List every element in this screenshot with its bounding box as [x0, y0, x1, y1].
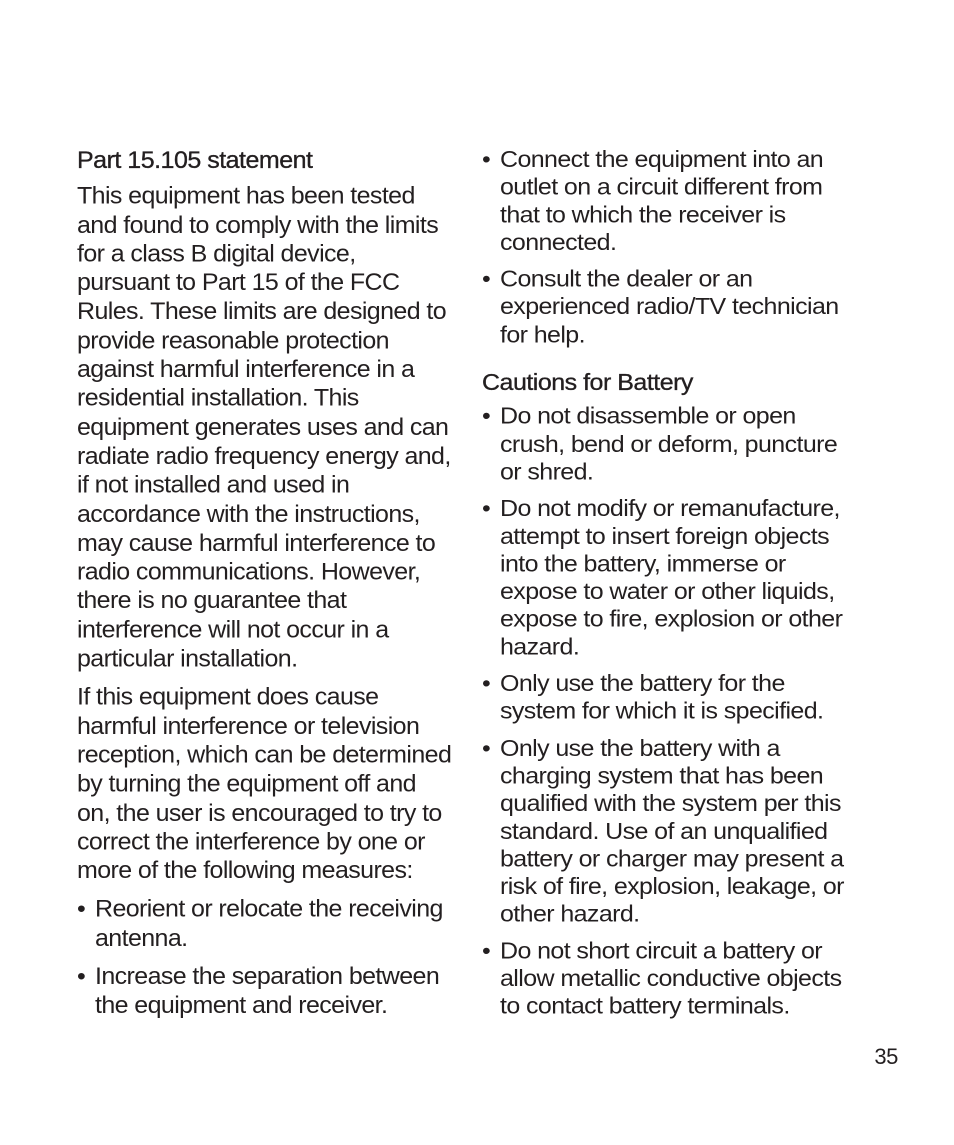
list-item [77, 895, 453, 953]
list-item-text: Connect the equipment into an outlet on a circuit different from that to which the receiver is connected. [500, 146, 824, 256]
bullet-icon: • [482, 403, 491, 430]
list-item-text: Do not modify or remanufacture, attempt to insert foreign objects into the battery, immerse or expose to water or other liquids, expose to fire, explosion or other hazard. [500, 495, 843, 660]
left-column [77, 146, 453, 1030]
interference-measures-list [77, 895, 453, 1020]
bullet-icon: • [482, 938, 491, 964]
page-number: 35 [874, 1044, 898, 1069]
bullet-icon: • [77, 963, 86, 990]
list-item [482, 735, 862, 929]
bullet-icon: • [77, 895, 86, 923]
bullet-icon: • [482, 495, 491, 522]
list-item-text: Reorient or relocate the receiving antenna. [95, 895, 443, 952]
list-item [482, 670, 862, 725]
bullet-icon: • [482, 146, 491, 173]
battery-cautions-list [482, 403, 862, 1021]
list-item [482, 146, 862, 257]
right-column [482, 146, 862, 1030]
list-item [482, 937, 862, 1020]
list-item-text: Do not disassemble or open crush, bend or deform, puncture or shred. [500, 403, 838, 485]
list-item-text: Only use the battery for the system for which it is specified. [500, 671, 824, 725]
bullet-icon: • [482, 671, 491, 697]
list-item-text: Only use the battery with a charging system that has been qualified with the system per this standard. Use of an unqualified battery or charger may present a risk of fire, explosion, leakage, or other hazard. [500, 735, 844, 928]
paragraph-interference-measures: If this equipment does cause harmful interference or television reception, which can be determined by turning the equipment off and on, the user is encouraged to try to correct the interference by one or more of the following measures: [77, 683, 452, 885]
list-item-text: Do not short circuit a battery or allow metallic conductive objects to contact battery terminals. [500, 938, 842, 1020]
list-item-text: Increase the separation between the equipment and receiver. [95, 963, 440, 1019]
list-item [482, 266, 862, 349]
bullet-icon: • [482, 266, 491, 293]
interference-measures-list-continued [482, 146, 862, 349]
list-item [482, 495, 862, 661]
list-item-text: Consult the dealer or an experienced radio/TV technician for help. [500, 266, 839, 348]
bullet-icon: • [482, 735, 491, 762]
section-heading-cautions-for-battery: Cautions for Battery [482, 369, 693, 396]
list-item [482, 403, 862, 486]
paragraph-fcc-compliance: This equipment has been tested and found to comply with the limits for a class B digital device, pursuant to Part 15 of the FCC Rules. These limits are designed to provide reasonable protection against harmful interference in a residential installation. This equipment generates uses and can radiate radio frequency energy and, if not installed and used in accordance with the instructions, may cause harmful interference to radio communications. However, there is no guarantee that interference will not occur in a particular installation. [77, 182, 451, 673]
section-heading-part-15-105: Part 15.105 statement [77, 146, 313, 174]
list-item [77, 962, 453, 1020]
